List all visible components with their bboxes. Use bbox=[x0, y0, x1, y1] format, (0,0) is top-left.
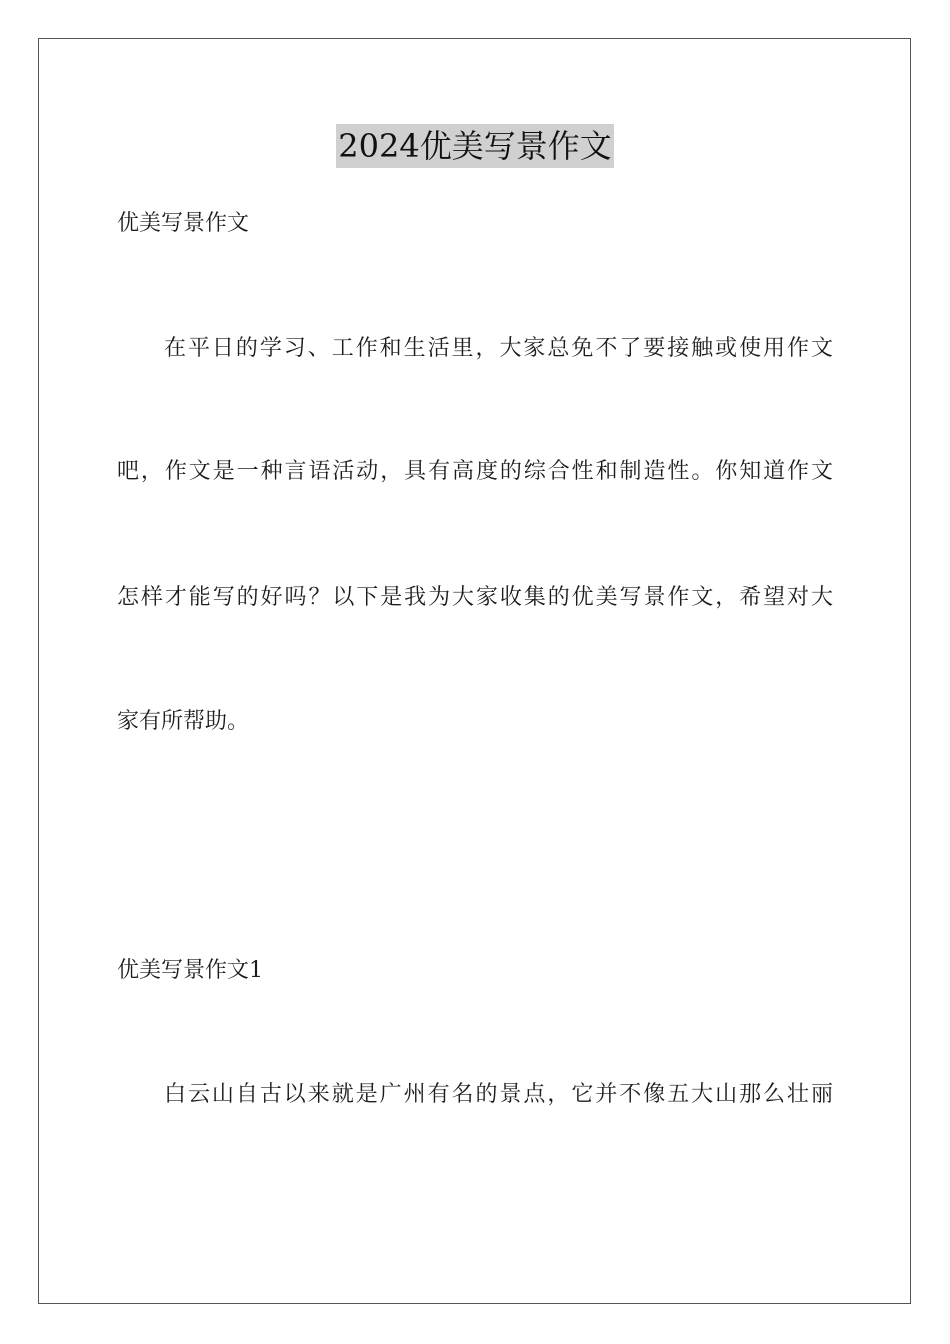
intro-line-2: 吧，作文是一种言语活动，具有高度的综合性和制造性。你知道作文 bbox=[117, 459, 833, 484]
document-title: 2024优美写景作文 bbox=[336, 124, 613, 168]
intro-line-3: 怎样才能写的好吗？以下是我为大家收集的优美写景作文，希望对大 bbox=[117, 585, 833, 610]
section-heading: 优美写景作文1 bbox=[117, 958, 263, 983]
section-line-1: 白云山自古以来就是广州有名的景点，它并不像五大山那么壮丽 bbox=[164, 1082, 833, 1107]
intro-line-4: 家有所帮助。 bbox=[117, 709, 250, 734]
document-subtitle: 优美写景作文 bbox=[117, 211, 250, 236]
intro-line-1: 在平日的学习、工作和生活里，大家总免不了要接触或使用作文 bbox=[164, 336, 833, 361]
title-container bbox=[0, 124, 950, 168]
